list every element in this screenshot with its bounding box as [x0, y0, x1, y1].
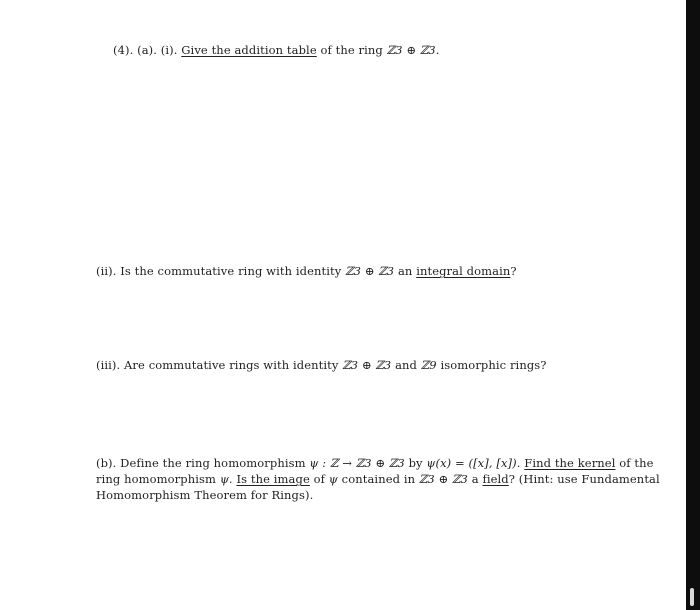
- map-expression: ψ : ℤ → ℤ3 ⊕ ℤ3: [309, 456, 405, 470]
- term-underlined: field: [482, 472, 509, 486]
- question-text-by: by: [408, 456, 423, 470]
- psi-symbol: ψ.: [219, 472, 233, 486]
- formula-expression: ψ(x) = ([x], [x]).: [426, 456, 521, 470]
- question-text-an: an: [397, 264, 413, 278]
- period: .: [435, 43, 440, 57]
- term-underlined: integral domain: [416, 264, 511, 278]
- subpart-label: (ii).: [96, 264, 117, 278]
- question-mark: ?: [510, 264, 517, 278]
- subpart-label: (iii).: [96, 358, 121, 372]
- ring-expression: ℤ3 ⊕ ℤ3: [386, 43, 436, 57]
- task-underlined: Find the kernel: [524, 456, 616, 470]
- question-b: [96, 455, 660, 503]
- task-underlined: Give the addition table: [181, 43, 317, 57]
- task-underlined-2: Is the image: [236, 472, 310, 486]
- question-ii: [96, 263, 517, 279]
- question-text: Define the ring homomorphism: [120, 456, 306, 470]
- ring-expression-2: ℤ9: [420, 358, 437, 372]
- scrollbar-thumb[interactable]: [690, 588, 694, 606]
- subpart-label: (i).: [160, 43, 178, 57]
- question-text-of-2: of: [313, 472, 326, 486]
- question-text: of the ring: [320, 43, 383, 57]
- part-label: (a).: [137, 43, 158, 57]
- question-text-tail: isomorphic rings?: [440, 358, 547, 372]
- question-text-and: and: [395, 358, 418, 372]
- question-text-contained: contained in: [341, 472, 416, 486]
- hint-text: ? (Hint: use Fundamental: [508, 472, 660, 486]
- question-text: Is the commutative ring with identity: [120, 264, 342, 278]
- psi-symbol-2: ψ: [328, 472, 338, 486]
- question-text: Are commutative rings with identity: [124, 358, 339, 372]
- viewer-right-edge: [686, 0, 700, 610]
- question-text-of: of the: [619, 456, 654, 470]
- part-label: (b).: [96, 456, 117, 470]
- question-text: ring homomorphism: [96, 472, 217, 486]
- question-4a-i: [113, 42, 440, 58]
- ring-expression: ℤ3 ⊕ ℤ3: [418, 472, 468, 486]
- ring-expression: ℤ3 ⊕ ℤ3: [342, 358, 392, 372]
- question-b-line-1: [96, 455, 660, 471]
- ring-expression: ℤ3 ⊕ ℤ3: [345, 264, 395, 278]
- question-b-line-3: Homomorphism Theorem for Rings).: [96, 488, 314, 502]
- question-b-line-2: [96, 471, 660, 487]
- question-text-a: a: [471, 472, 479, 486]
- question-iii: [96, 357, 547, 373]
- question-number: (4).: [113, 43, 134, 57]
